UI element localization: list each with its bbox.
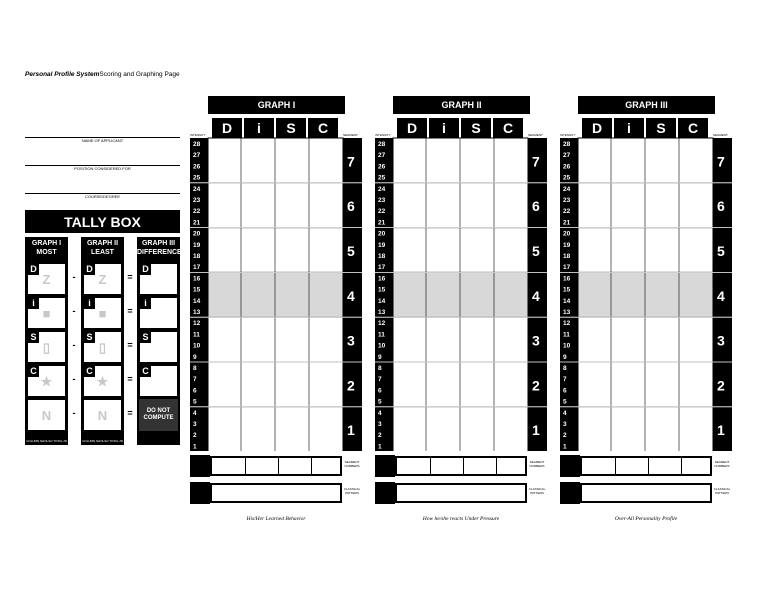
- intensity-value: 3: [563, 421, 567, 428]
- graph-grid[interactable]: [375, 137, 547, 451]
- intensity-value: 22: [563, 208, 571, 216]
- tally-input-n[interactable]: [27, 399, 66, 431]
- graph-grid[interactable]: [560, 137, 732, 451]
- applicant-name-field[interactable]: [25, 137, 180, 143]
- intensity-value: 9: [563, 353, 567, 361]
- tally-letter: C: [140, 366, 151, 377]
- tally-column-header: [137, 237, 180, 260]
- segment-numbers-box[interactable]: [580, 456, 712, 476]
- minus-sign: -: [72, 408, 76, 418]
- classical-pattern-box[interactable]: [580, 483, 712, 503]
- intensity-value: 15: [193, 286, 201, 294]
- intensity-value: 5: [563, 398, 567, 406]
- do-not-compute-box: DO NOT COMPUTE: [139, 399, 178, 431]
- equals-sign: =: [127, 306, 133, 316]
- tally-letter: D: [140, 264, 151, 275]
- segment-number: 2: [347, 377, 355, 394]
- segment-number: 3: [532, 332, 540, 349]
- intensity-value: 19: [563, 241, 571, 249]
- intensity-value: 16: [563, 275, 571, 283]
- segment-number: 7: [347, 153, 355, 170]
- intensity-value: 23: [193, 197, 201, 204]
- tally-symbol: ★: [40, 374, 53, 389]
- intensity-value: 17: [378, 264, 386, 272]
- tally-head-graph: GRAPH II: [86, 240, 119, 247]
- intensity-value: 12: [193, 320, 201, 328]
- position-field[interactable]: [25, 165, 180, 171]
- intensity-value: 27: [193, 152, 201, 160]
- tally-symbol: ★: [96, 374, 109, 389]
- tally-input-D[interactable]: [139, 263, 178, 295]
- intensity-value: 8: [193, 365, 197, 372]
- disc-header-c: C: [493, 118, 523, 138]
- tally-letter: D: [28, 264, 39, 275]
- segment-number: 1: [717, 422, 725, 439]
- intensity-value: 23: [378, 197, 386, 204]
- title-bold: Personal Profile System: [25, 71, 100, 78]
- intensity-label: INTENSITY: [560, 133, 576, 137]
- tally-symbol: Z: [98, 272, 107, 287]
- disc-header-s: S: [276, 118, 306, 138]
- segment-numbers-label: SEGMENT NUMBERS: [344, 460, 360, 468]
- intensity-value: 9: [378, 353, 382, 361]
- intensity-value: 24: [563, 185, 571, 193]
- disc-header-i: i: [429, 118, 459, 138]
- intensity-value: 26: [193, 163, 201, 171]
- tally-column-1: [25, 237, 68, 445]
- segment-number: 5: [532, 243, 540, 259]
- title-rest: Scoring and Graphing Page: [99, 71, 180, 78]
- tally-letter: S: [28, 332, 39, 343]
- segment-number: 3: [347, 332, 355, 349]
- tally-letter: C: [28, 366, 39, 377]
- tally-symbol: ■: [98, 306, 107, 321]
- tally-input-i[interactable]: [83, 297, 122, 329]
- tally-letter: S: [84, 332, 95, 343]
- intensity-value: 10: [378, 342, 386, 350]
- segment-number: 2: [717, 377, 725, 394]
- tally-column-header: [81, 237, 124, 260]
- segment-number: 6: [532, 198, 540, 215]
- intensity-value: 16: [378, 275, 386, 283]
- intensity-value: 15: [378, 286, 386, 294]
- intensity-value: 21: [378, 219, 386, 227]
- graph-title: GRAPH II: [393, 96, 530, 114]
- tally-input-C[interactable]: [139, 365, 178, 397]
- page-title: [25, 71, 180, 78]
- minus-sign: -: [72, 340, 76, 350]
- intensity-value: 11: [193, 331, 200, 339]
- intensity-value: 25: [563, 174, 571, 182]
- disc-header-d: D: [212, 118, 242, 138]
- classical-pattern-marker: [190, 482, 210, 504]
- intensity-label: INTENSITY: [375, 133, 391, 137]
- minus-sign: -: [72, 272, 76, 282]
- intensity-value: 5: [378, 398, 382, 406]
- tally-input-D[interactable]: [27, 263, 66, 295]
- segment-number: 7: [717, 153, 725, 170]
- intensity-value: 22: [378, 208, 386, 216]
- tally-input-C[interactable]: [27, 365, 66, 397]
- box-divider: [278, 458, 279, 474]
- tally-letter: i: [84, 298, 95, 309]
- box-divider: [615, 458, 616, 474]
- intensity-value: 4: [563, 409, 567, 417]
- segment-number: 4: [717, 287, 725, 304]
- equals-sign: =: [127, 408, 133, 418]
- intensity-value: 24: [378, 185, 386, 193]
- intensity-value: 7: [193, 376, 197, 384]
- tally-head-graph: GRAPH III: [141, 240, 176, 247]
- segment-label: SEGMENT: [343, 133, 358, 137]
- segment-number: 3: [717, 332, 725, 349]
- tally-head-sub: DIFFERENCE: [137, 249, 182, 256]
- intensity-value: 25: [193, 174, 201, 182]
- segment-numbers-marker: [190, 455, 210, 477]
- course-label: COURSE/DEGREE: [84, 194, 121, 199]
- box-divider: [496, 458, 497, 474]
- intensity-value: 7: [378, 376, 382, 384]
- intensity-value: 11: [563, 331, 570, 339]
- intensity-value: 17: [563, 264, 571, 272]
- disc-header-i: i: [614, 118, 644, 138]
- tally-letter: i: [140, 298, 151, 309]
- graph-title: GRAPH III: [578, 96, 715, 114]
- intensity-value: 28: [378, 141, 386, 148]
- intensity-value: 8: [378, 365, 382, 372]
- intensity-value: 20: [378, 230, 386, 238]
- tally-input-S[interactable]: [27, 331, 66, 363]
- intensity-value: 14: [378, 297, 386, 305]
- tally-head-graph: GRAPH I: [31, 240, 62, 247]
- box-divider: [648, 458, 649, 474]
- minus-sign: -: [72, 374, 76, 384]
- intensity-label: INTENSITY: [190, 133, 206, 137]
- intensity-value: 6: [563, 387, 567, 395]
- tally-letter: C: [84, 366, 95, 377]
- classical-pattern-label: CLASSICAL PATTERN: [528, 487, 546, 495]
- intensity-value: 27: [378, 152, 386, 160]
- tally-column-header: [25, 237, 68, 260]
- tally-input-S[interactable]: [139, 331, 178, 363]
- segment-label: SEGMENT: [528, 133, 543, 137]
- classical-pattern-label: CLASSICAL PATTERN: [713, 487, 731, 495]
- tally-column-3: [137, 237, 180, 445]
- intensity-value: 12: [563, 320, 571, 328]
- graph-title: GRAPH I: [208, 96, 345, 114]
- tally-input-C[interactable]: [83, 365, 122, 397]
- segment-number: 5: [347, 243, 355, 259]
- disc-header-s: S: [461, 118, 491, 138]
- intensity-value: 19: [193, 241, 201, 249]
- tally-symbol: N: [97, 408, 108, 423]
- tally-symbol: ▯: [42, 340, 51, 355]
- intensity-value: 15: [563, 286, 571, 294]
- tally-symbol: ▯: [98, 340, 107, 355]
- intensity-value: 20: [563, 230, 571, 238]
- intensity-value: 28: [193, 141, 201, 148]
- box-divider: [681, 458, 682, 474]
- intensity-value: 13: [563, 309, 571, 316]
- intensity-value: 10: [193, 342, 201, 350]
- tally-symbol: Z: [42, 272, 51, 287]
- intensity-value: 4: [378, 409, 382, 417]
- intensity-value: 26: [378, 163, 386, 171]
- intensity-value: 23: [563, 197, 571, 204]
- intensity-value: 21: [563, 219, 571, 227]
- course-field[interactable]: [25, 193, 180, 199]
- segment-label: SEGMENT: [713, 133, 728, 137]
- tally-head-sub: LEAST: [91, 249, 114, 256]
- segment-numbers-box[interactable]: [210, 456, 342, 476]
- intensity-value: 18: [563, 253, 571, 260]
- tally-letter: D: [84, 264, 95, 275]
- segment-number: 7: [532, 153, 540, 170]
- intensity-value: 24: [193, 185, 201, 193]
- box-divider: [463, 458, 464, 474]
- intensity-value: 28: [563, 141, 571, 148]
- intensity-value: 2: [563, 432, 567, 440]
- tally-column-footnote: COLUMN SHOULD TOTAL 28: [26, 439, 67, 443]
- box-divider: [430, 458, 431, 474]
- intensity-value: 13: [378, 309, 386, 316]
- segment-4-band: [393, 272, 528, 317]
- intensity-value: 22: [193, 208, 201, 216]
- box-divider: [245, 458, 246, 474]
- intensity-value: 18: [193, 253, 201, 260]
- intensity-value: 25: [378, 174, 386, 182]
- classical-pattern-label: CLASSICAL PATTERN: [343, 487, 361, 495]
- intensity-value: 7: [563, 376, 567, 384]
- minus-sign: -: [72, 306, 76, 316]
- disc-header-c: C: [308, 118, 338, 138]
- intensity-value: 2: [378, 432, 382, 440]
- applicant-name-label: NAME OF APPLICANT: [81, 138, 124, 143]
- intensity-value: 2: [193, 432, 197, 440]
- intensity-value: 6: [378, 387, 382, 395]
- tally-column-2: [81, 237, 124, 445]
- intensity-value: 6: [193, 387, 197, 395]
- intensity-value: 19: [378, 241, 386, 249]
- disc-header-d: D: [582, 118, 612, 138]
- intensity-value: 17: [193, 264, 201, 272]
- intensity-value: 11: [378, 331, 385, 339]
- graph-grid[interactable]: [190, 137, 362, 451]
- intensity-value: 3: [378, 421, 382, 428]
- intensity-value: 14: [563, 297, 571, 305]
- tally-input-n[interactable]: [83, 399, 122, 431]
- equals-sign: =: [127, 374, 133, 384]
- intensity-value: 1: [193, 443, 197, 451]
- tally-symbol: N: [41, 408, 52, 423]
- equals-sign: =: [127, 340, 133, 350]
- segment-number: 1: [347, 422, 355, 439]
- tally-input-i[interactable]: [139, 297, 178, 329]
- segment-numbers-marker: [560, 455, 580, 477]
- intensity-value: 8: [563, 365, 567, 372]
- disc-header-d: D: [397, 118, 427, 138]
- graph-subtitle: Over-All Personality Profile: [614, 516, 678, 522]
- segment-4-band: [578, 272, 713, 317]
- intensity-value: 16: [193, 275, 201, 283]
- intensity-value: 12: [378, 320, 386, 328]
- segment-numbers-label: SEGMENT NUMBERS: [714, 460, 730, 468]
- segment-number: 4: [532, 287, 540, 304]
- tally-letter: i: [28, 298, 39, 309]
- box-divider: [311, 458, 312, 474]
- intensity-value: 3: [193, 421, 197, 428]
- segment-numbers-label: SEGMENT NUMBERS: [529, 460, 545, 468]
- segment-number: 5: [717, 243, 725, 259]
- tally-letter: S: [140, 332, 151, 343]
- intensity-value: 1: [378, 443, 382, 451]
- disc-header-c: C: [678, 118, 708, 138]
- tally-head-sub: MOST: [36, 249, 57, 256]
- equals-sign: =: [127, 272, 133, 282]
- intensity-value: 13: [193, 309, 201, 316]
- intensity-value: 20: [193, 230, 201, 238]
- intensity-value: 26: [563, 163, 571, 171]
- intensity-value: 5: [193, 398, 197, 406]
- intensity-value: 1: [563, 443, 567, 451]
- tally-input-i[interactable]: [27, 297, 66, 329]
- segment-numbers-box[interactable]: [395, 456, 527, 476]
- segment-number: 1: [532, 422, 540, 439]
- tally-box-title: TALLY BOX: [25, 210, 180, 233]
- tally-symbol: ■: [42, 306, 51, 321]
- segment-numbers-marker: [375, 455, 395, 477]
- classical-pattern-box[interactable]: [210, 483, 342, 503]
- segment-4-band: [208, 272, 343, 317]
- disc-header-i: i: [244, 118, 274, 138]
- segment-number: 6: [347, 198, 355, 215]
- disc-header-s: S: [646, 118, 676, 138]
- intensity-value: 9: [193, 353, 197, 361]
- intensity-value: 4: [193, 409, 197, 417]
- intensity-value: 14: [193, 297, 201, 305]
- classical-pattern-marker: [375, 482, 395, 504]
- position-label: POSITION CONSIDERED FOR: [74, 166, 131, 171]
- tally-input-S[interactable]: [83, 331, 122, 363]
- tally-column-footnote: COLUMN SHOULD TOTAL 28: [82, 439, 123, 443]
- segment-number: 2: [532, 377, 540, 394]
- segment-number: 6: [717, 198, 725, 215]
- classical-pattern-marker: [560, 482, 580, 504]
- graph-subtitle: How he/she reacts Under Pressure: [422, 516, 500, 522]
- intensity-value: 18: [378, 253, 386, 260]
- intensity-value: 21: [193, 219, 201, 227]
- classical-pattern-box[interactable]: [395, 483, 527, 503]
- segment-number: 4: [347, 287, 355, 304]
- intensity-value: 10: [563, 342, 571, 350]
- graph-subtitle: His/Her Learned Behavior: [246, 516, 306, 522]
- intensity-value: 27: [563, 152, 571, 160]
- tally-input-D[interactable]: [83, 263, 122, 295]
